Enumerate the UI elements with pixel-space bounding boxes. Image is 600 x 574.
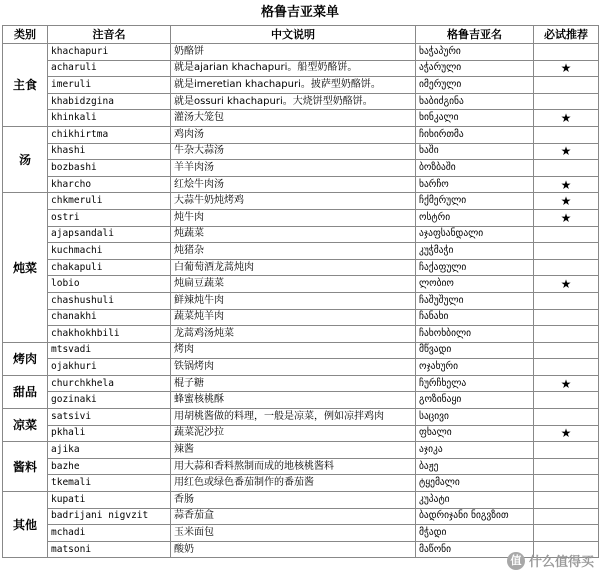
romanized-name-cell: ojakhuri — [48, 359, 171, 376]
chinese-description-cell: 用大蒜和香料熬制而成的地核桃酱料 — [171, 458, 416, 475]
star-icon: ★ — [560, 376, 572, 391]
must-try-cell — [534, 243, 599, 260]
georgian-name-cell: ხაში — [416, 143, 534, 160]
chinese-description-cell: 炖牛肉 — [171, 209, 416, 226]
must-try-cell — [534, 209, 599, 226]
header-category: 类别 — [3, 26, 48, 44]
chinese-description-cell: 蒜香茄盒 — [171, 508, 416, 525]
must-try-cell — [534, 226, 599, 243]
chinese-description-cell: 就是imeretian khachapuri。披萨型奶酪饼。 — [171, 77, 416, 94]
chinese-description-cell: 牛杂大蒜汤 — [171, 143, 416, 160]
must-try-cell — [534, 525, 599, 542]
romanized-name-cell: chakapuli — [48, 259, 171, 276]
table-row — [3, 425, 599, 442]
must-try-cell — [534, 143, 599, 160]
table-row — [3, 508, 599, 525]
georgian-name-cell: კუპატი — [416, 492, 534, 509]
must-try-cell — [534, 309, 599, 326]
table-row — [3, 160, 599, 177]
romanized-name-cell: ostri — [48, 209, 171, 226]
romanized-name-cell: kupati — [48, 492, 171, 509]
star-icon: ★ — [560, 194, 572, 209]
header-must-try: 必试推荐 — [534, 26, 599, 44]
chinese-description-cell: 蔬菜泥沙拉 — [171, 425, 416, 442]
chinese-description-cell: 蔬菜炖羊肉 — [171, 309, 416, 326]
must-try-cell — [534, 292, 599, 309]
table-row — [3, 193, 599, 210]
table-row — [3, 243, 599, 260]
must-try-cell — [534, 326, 599, 343]
table-row — [3, 110, 599, 127]
watermark — [507, 551, 594, 570]
romanized-name-cell: badrijani nigvzit — [48, 508, 171, 525]
must-try-cell — [534, 276, 599, 293]
table-row — [3, 409, 599, 426]
georgian-name-cell: ჩურჩხელა — [416, 375, 534, 392]
table-row — [3, 342, 599, 359]
romanized-name-cell: ajapsandali — [48, 226, 171, 243]
must-try-cell — [534, 77, 599, 94]
category-cell: 炖菜 — [3, 193, 48, 342]
romanized-name-cell: gozinaki — [48, 392, 171, 409]
georgian-name-cell: ჩიხირთმა — [416, 126, 534, 143]
star-icon: ★ — [560, 277, 572, 292]
georgian-name-cell: გოზინაყი — [416, 392, 534, 409]
table-row — [3, 276, 599, 293]
georgian-name-cell: ტყემალი — [416, 475, 534, 492]
must-try-cell — [534, 375, 599, 392]
must-try-cell — [534, 425, 599, 442]
romanized-name-cell: chashushuli — [48, 292, 171, 309]
georgian-name-cell: აჯაფსანდალი — [416, 226, 534, 243]
must-try-cell — [534, 508, 599, 525]
star-icon: ★ — [560, 177, 572, 192]
romanized-name-cell: chikhirtma — [48, 126, 171, 143]
table-row — [3, 309, 599, 326]
georgian-name-cell: ბოზბაში — [416, 160, 534, 177]
georgian-name-cell: ჩაშუშული — [416, 292, 534, 309]
romanized-name-cell: acharuli — [48, 60, 171, 77]
georgian-name-cell: იმერული — [416, 77, 534, 94]
chinese-description-cell: 灌汤大笼包 — [171, 110, 416, 127]
georgian-name-cell: კუჭმაჭი — [416, 243, 534, 260]
romanized-name-cell: tkemali — [48, 475, 171, 492]
must-try-cell — [534, 126, 599, 143]
table-row — [3, 126, 599, 143]
star-icon: ★ — [560, 111, 572, 126]
menu-title: 格鲁吉亚菜单 — [260, 5, 339, 20]
chinese-description-cell: 用红色或绿色番茄制作的番茄酱 — [171, 475, 416, 492]
chinese-description-cell: 香肠 — [171, 492, 416, 509]
category-cell: 其他 — [3, 492, 48, 558]
romanized-name-cell: khinkali — [48, 110, 171, 127]
category-cell: 凉菜 — [3, 409, 48, 442]
must-try-cell — [534, 392, 599, 409]
table-row — [3, 44, 599, 61]
table-row — [3, 143, 599, 160]
georgian-name-cell: ოჯახური — [416, 359, 534, 376]
georgian-name-cell: მწვადი — [416, 342, 534, 359]
must-try-cell — [534, 409, 599, 426]
georgian-name-cell: ფხალი — [416, 425, 534, 442]
georgian-name-cell: ბადრიჯანი ნიგვზით — [416, 508, 534, 525]
georgian-name-cell: ოსტრი — [416, 209, 534, 226]
georgian-name-cell: მაწონი — [416, 541, 534, 558]
romanized-name-cell: kharcho — [48, 176, 171, 193]
menu-body — [3, 44, 599, 558]
georgian-name-cell: საცივი — [416, 409, 534, 426]
georgian-name-cell: ჩახოხბილი — [416, 326, 534, 343]
romanized-name-cell: kuchmachi — [48, 243, 171, 260]
chinese-description-cell: 铁锅烤肉 — [171, 359, 416, 376]
table-row — [3, 359, 599, 376]
georgian-name-cell: ხარჩო — [416, 176, 534, 193]
must-try-cell — [534, 160, 599, 177]
category-cell: 汤 — [3, 126, 48, 192]
must-try-cell — [534, 259, 599, 276]
romanized-name-cell: satsivi — [48, 409, 171, 426]
table-row — [3, 259, 599, 276]
georgian-name-cell: ჩაქაფული — [416, 259, 534, 276]
georgian-name-cell: აჭარული — [416, 60, 534, 77]
romanized-name-cell: khachapuri — [48, 44, 171, 61]
chinese-description-cell: 烤肉 — [171, 342, 416, 359]
table-row — [3, 458, 599, 475]
romanized-name-cell: chanakhi — [48, 309, 171, 326]
romanized-name-cell: mchadi — [48, 525, 171, 542]
must-try-cell — [534, 193, 599, 210]
chinese-description-cell: 蜂蜜核桃酥 — [171, 392, 416, 409]
romanized-name-cell: bozbashi — [48, 160, 171, 177]
chinese-description-cell: 辣酱 — [171, 442, 416, 459]
georgian-name-cell: ხინკალი — [416, 110, 534, 127]
georgian-name-cell: ხაჭაპური — [416, 44, 534, 61]
table-row — [3, 475, 599, 492]
must-try-cell — [534, 359, 599, 376]
romanized-name-cell: khashi — [48, 143, 171, 160]
chinese-description-cell: 红烩牛肉汤 — [171, 176, 416, 193]
chinese-description-cell: 龙蒿鸡汤炖菜 — [171, 326, 416, 343]
header-romanized-name: 注音名 — [48, 26, 171, 44]
romanized-name-cell: chkmeruli — [48, 193, 171, 210]
star-icon: ★ — [560, 144, 572, 159]
must-try-cell — [534, 458, 599, 475]
must-try-cell — [534, 442, 599, 459]
must-try-cell — [534, 110, 599, 127]
category-cell: 烤肉 — [3, 342, 48, 375]
must-try-cell — [534, 60, 599, 77]
georgian-name-cell: ლობიო — [416, 276, 534, 293]
table-row — [3, 392, 599, 409]
georgian-name-cell: ჩქმერული — [416, 193, 534, 210]
chinese-description-cell: 酸奶 — [171, 541, 416, 558]
must-try-cell — [534, 176, 599, 193]
table-row — [3, 209, 599, 226]
romanized-name-cell: imeruli — [48, 77, 171, 94]
header-chinese-description: 中文说明 — [171, 26, 416, 44]
chinese-description-cell: 鲜辣炖牛肉 — [171, 292, 416, 309]
table-row — [3, 442, 599, 459]
chinese-description-cell: 用胡桃酱做的料理，一般是凉菜，例如凉拌鸡肉 — [171, 409, 416, 426]
watermark-logo-icon: 值 — [507, 552, 525, 570]
table-row — [3, 492, 599, 509]
star-icon: ★ — [560, 61, 572, 76]
romanized-name-cell: bazhe — [48, 458, 171, 475]
chinese-description-cell: 鸡肉汤 — [171, 126, 416, 143]
menu-table — [2, 25, 599, 558]
must-try-cell — [534, 475, 599, 492]
chinese-description-cell: 玉米面包 — [171, 525, 416, 542]
table-row — [3, 176, 599, 193]
category-cell: 甜品 — [3, 375, 48, 408]
chinese-description-cell: 棍子糖 — [171, 375, 416, 392]
must-try-cell — [534, 93, 599, 110]
header-row — [3, 26, 599, 44]
georgian-name-cell: ბაჟე — [416, 458, 534, 475]
table-row — [3, 375, 599, 392]
romanized-name-cell: lobio — [48, 276, 171, 293]
georgian-name-cell: ხაბიძგინა — [416, 93, 534, 110]
watermark-text: 什么值得买 — [528, 555, 594, 570]
table-row — [3, 93, 599, 110]
chinese-description-cell: 炖蔬菜 — [171, 226, 416, 243]
chinese-description-cell: 奶酪饼 — [171, 44, 416, 61]
header-georgian-name: 格鲁吉亚名 — [416, 26, 534, 44]
georgian-name-cell: აჯიკა — [416, 442, 534, 459]
must-try-cell — [534, 44, 599, 61]
table-row — [3, 292, 599, 309]
chinese-description-cell: 白葡萄酒龙蒿炖肉 — [171, 259, 416, 276]
table-row — [3, 226, 599, 243]
category-cell: 主食 — [3, 44, 48, 127]
romanized-name-cell: ajika — [48, 442, 171, 459]
table-row — [3, 77, 599, 94]
must-try-cell — [534, 342, 599, 359]
chinese-description-cell: 羊羊肉汤 — [171, 160, 416, 177]
romanized-name-cell: matsoni — [48, 541, 171, 558]
table-row — [3, 60, 599, 77]
georgian-name-cell: მჭადი — [416, 525, 534, 542]
table-row — [3, 525, 599, 542]
romanized-name-cell: pkhali — [48, 425, 171, 442]
romanized-name-cell: khabidzgina — [48, 93, 171, 110]
chinese-description-cell: 炖猪杂 — [171, 243, 416, 260]
romanized-name-cell: churchkhela — [48, 375, 171, 392]
chinese-description-cell: 大蒜牛奶炖烤鸡 — [171, 193, 416, 210]
chinese-description-cell: 就是ossuri khachapuri。大烧饼型奶酪饼。 — [171, 93, 416, 110]
star-icon: ★ — [560, 210, 572, 225]
romanized-name-cell: chakhokhbili — [48, 326, 171, 343]
table-row — [3, 326, 599, 343]
romanized-name-cell: mtsvadi — [48, 342, 171, 359]
star-icon: ★ — [560, 426, 572, 441]
category-cell: 酱料 — [3, 442, 48, 492]
chinese-description-cell: 炖扁豆蔬菜 — [171, 276, 416, 293]
chinese-description-cell: 就是ajarian khachapuri。船型奶酪饼。 — [171, 60, 416, 77]
must-try-cell — [534, 492, 599, 509]
georgian-name-cell: ჩანახი — [416, 309, 534, 326]
